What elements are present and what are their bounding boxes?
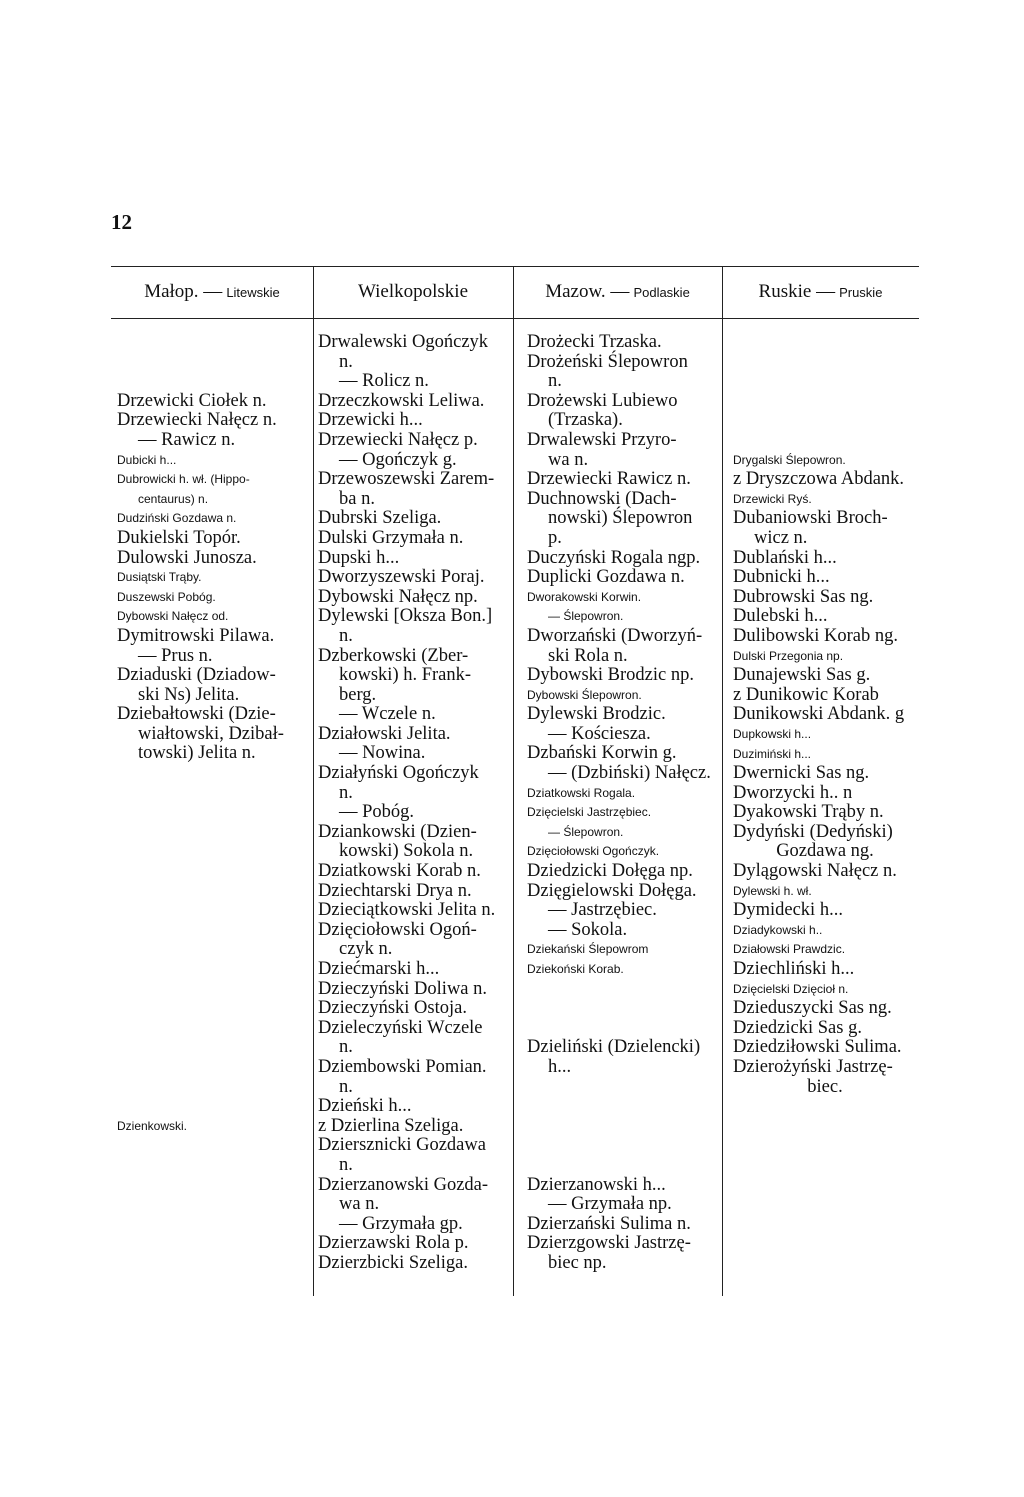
- blank-line: [117, 1038, 311, 1058]
- surname-entry: — Grzymała np.: [548, 1194, 672, 1215]
- surname-entry: Drzewiecki Nałęcz p.: [318, 429, 478, 450]
- blank-line: [117, 823, 311, 843]
- surname-entry: Dubrski Szeliga.: [318, 508, 442, 529]
- surname-entry: Dulowski Junosza.: [117, 547, 257, 568]
- column-header-main: Wielkopolskie: [357, 281, 469, 302]
- surname-entry: — Ślepowron.: [548, 824, 624, 839]
- surname-entry: Dybowski Ślepowron.: [527, 687, 642, 702]
- surname-entry: Dziatkowski Rogala.: [527, 785, 636, 800]
- surname-entry: Dzieduszycki Sas ng.: [733, 998, 892, 1019]
- column-header: [722, 266, 919, 318]
- surname-entry: Dylewski h. wł.: [733, 883, 812, 898]
- surname-entry: Dupkowski h...: [733, 726, 812, 741]
- surname-entry: Dybowski Nałęcz np.: [318, 586, 478, 607]
- surname-entry: Dziedzicki Sas g.: [733, 1017, 862, 1038]
- surname-entry: Dzieciątkowski Jelita n.: [318, 900, 496, 921]
- surname-entry: Dzieński h...: [318, 1096, 412, 1117]
- surname-entry: Dziembowski Pomian.: [318, 1056, 487, 1077]
- surname-entry: Dwernicki Sas ng.: [733, 763, 870, 784]
- surname-entry: — (Dzbiński) Nałęcz.: [548, 763, 711, 784]
- surname-entry: kowski) Sokola n.: [339, 841, 474, 862]
- surname-entry: Drożewski Lubiewo: [527, 390, 678, 411]
- blank-line: [527, 1156, 720, 1176]
- header-rule: [111, 318, 919, 319]
- page-number: 12: [111, 210, 132, 234]
- surname-entry: Dzięcielski Jastrzębiec.: [527, 805, 652, 820]
- surname-entry: Dziedziłowski Sulima.: [733, 1037, 902, 1058]
- surname-entry: Dziedzicki Dołęga np.: [527, 861, 693, 882]
- surname-entry: Dziatkowski Korab n.: [318, 861, 481, 882]
- surname-entry: Dudziński Gozdawa n.: [117, 511, 237, 526]
- surname-entry: Dybowski Brodzic np.: [527, 665, 694, 686]
- surname-entry: Dziadykowski h..: [733, 922, 823, 937]
- surname-entry: Dylewski [Oksza Bon.]: [318, 606, 493, 627]
- surname-entry: Dzieczyński Ostoja.: [318, 998, 467, 1019]
- surname-entry: ba n.: [339, 488, 375, 509]
- surname-entry: p.: [548, 527, 562, 548]
- surname-entry: Dzbański Korwin g.: [527, 743, 677, 764]
- surname-entry: Dzięgielowski Dołęga.: [527, 880, 697, 901]
- surname-entry: Duszewski Pobóg.: [117, 589, 216, 604]
- surname-entry: — Jastrzębiec.: [548, 900, 657, 921]
- surname-entry: Drwalewski Przyro-: [527, 429, 677, 450]
- blank-line: [117, 1078, 311, 1098]
- surname-entry: Działowski Jelita.: [318, 723, 451, 744]
- surname-entry: czyk n.: [339, 939, 393, 960]
- surname-entry: Dubrowski Sas ng.: [733, 586, 874, 607]
- surname-entry: — Rolicz n.: [339, 371, 429, 392]
- surname-entry: Dylewski Brodzic.: [527, 704, 666, 725]
- blank-line: [117, 901, 311, 921]
- blank-line: [117, 842, 311, 862]
- surname-entry: Dworzyszewski Poraj.: [318, 567, 485, 588]
- blank-line: [117, 862, 311, 882]
- surname-entry: towski) Jelita n.: [138, 743, 256, 764]
- surname-entry: Dylągowski Nałęcz n.: [733, 861, 897, 882]
- column-divider: [313, 318, 314, 1296]
- surname-entry: — Ogończyk g.: [339, 449, 457, 470]
- surname-entry: Dupski h...: [318, 547, 400, 568]
- surname-entry: Dziekański Ślepowrom: [527, 942, 649, 957]
- surname-entry: Dyakowski Trąby n.: [733, 802, 884, 823]
- surname-entry: z Dunikowic Korab: [733, 684, 879, 705]
- blank-line: [117, 1019, 311, 1039]
- surname-entry: — Prus n.: [138, 645, 213, 666]
- column-header-main: Ruskie —: [758, 281, 836, 302]
- surname-entry: z Dzierlina Szeliga.: [318, 1115, 464, 1136]
- blank-line: [117, 784, 311, 804]
- column-divider: [513, 318, 514, 1296]
- surname-entry: Dzierzanowski Gozda-: [318, 1174, 489, 1195]
- blank-line: [527, 1117, 720, 1137]
- surname-entry: wa n.: [548, 449, 589, 470]
- surname-entry: n.: [339, 1037, 353, 1058]
- surname-entry: Dworzycki h.. n: [733, 782, 853, 803]
- surname-entry: — Pobóg.: [339, 802, 415, 823]
- column-header-sub: Litewskie: [226, 284, 280, 300]
- surname-entry: wiałtowski, Dzibał-: [138, 723, 284, 744]
- surname-entry: — Kościesza.: [548, 723, 651, 744]
- column-header-main: Małop. —: [144, 281, 223, 302]
- surname-entry: Dzierożyński Jastrzę-: [733, 1057, 893, 1077]
- blank-line: [117, 882, 311, 902]
- surname-entry: Duplicki Gozdawa n.: [527, 567, 685, 588]
- blank-line: [527, 1078, 720, 1098]
- surname-entry: h...: [548, 1056, 572, 1077]
- blank-line: [117, 803, 311, 823]
- blank-line: [117, 999, 311, 1019]
- blank-line: [117, 980, 311, 1000]
- surname-entry: Dzienkowski.: [117, 1118, 188, 1133]
- surname-entry: Drzewiecki Nałęcz n.: [117, 410, 277, 431]
- blank-line: [527, 1136, 720, 1156]
- surname-entry: Drożeński Ślepowron: [527, 351, 688, 372]
- surname-entry: — Rawicz n.: [138, 429, 236, 450]
- blank-line: [117, 940, 311, 960]
- surname-entry: Działyński Ogończyk: [318, 763, 479, 784]
- surname-entry: n.: [339, 625, 353, 646]
- surname-entry: Dubaniowski Broch-: [733, 508, 888, 529]
- surname-entry: Dybowski Nałęcz od.: [117, 609, 229, 624]
- surname-entry: wa n.: [339, 1194, 380, 1215]
- surname-entry: Dublański h...: [733, 547, 837, 568]
- surname-entry: n.: [339, 1076, 353, 1097]
- surname-entry: Dulski Grzymała n.: [318, 527, 464, 548]
- surname-entry: Drzewiecki Rawicz n.: [527, 469, 691, 490]
- blank-line: [527, 1019, 720, 1039]
- surname-entry: Dziankowski (Dzien-: [318, 821, 477, 842]
- column-header: [313, 266, 513, 318]
- surname-entry: Dymidecki h...: [733, 900, 843, 921]
- surname-entry: Dusiątski Trąby.: [117, 570, 202, 585]
- surname-entry: Drzewicki h...: [318, 410, 423, 431]
- surname-entry: kowski) h. Frank-: [339, 665, 472, 686]
- column-header: [111, 266, 313, 318]
- surname-entry: Dulebski h...: [733, 606, 828, 627]
- blank-line: [117, 960, 311, 980]
- column-malop-litewskie: [117, 333, 311, 1136]
- surname-entry: Drzeczkowski Leliwa.: [318, 390, 485, 411]
- surname-entry: centaurus) n.: [138, 491, 209, 506]
- surname-entry: biec.: [807, 1076, 843, 1097]
- column-header-sub: Pruskie: [839, 284, 883, 300]
- surname-entry: Dzieleczyński Wczele: [318, 1017, 483, 1038]
- blank-line: [117, 764, 311, 784]
- surname-entry: Dziebałtowski (Dzie-: [117, 704, 276, 725]
- surname-entry: Dzierzański Sulima n.: [527, 1213, 691, 1234]
- surname-entry: Gozdawa ng.: [776, 841, 874, 862]
- blank-line: [527, 1097, 720, 1117]
- column-header: [513, 266, 722, 318]
- surname-entry: Działowski Prawdzic.: [733, 942, 846, 957]
- surname-entry: Drzewoszewski Zarem-: [318, 469, 495, 490]
- surname-entry: (Trzaska).: [548, 410, 623, 431]
- surname-entry: Dzierzawski Rola p.: [318, 1233, 469, 1254]
- surname-entry: Dziećmarski h...: [318, 959, 440, 979]
- surname-entry: biec np.: [548, 1252, 607, 1273]
- column-header-sub: Podlaskie: [633, 284, 690, 300]
- column-wielkopolskie: [318, 333, 511, 1274]
- surname-entry: nowski) Ślepowron: [548, 508, 693, 529]
- surname-entry: Dunikowski Abdank. g: [733, 704, 905, 725]
- surname-entry: Duzimiński h...: [733, 746, 812, 761]
- blank-line: [117, 921, 311, 941]
- surname-entry: Dzierzanowski h...: [527, 1174, 666, 1195]
- surname-entry: n.: [339, 782, 353, 803]
- surname-entry: Drwalewski Ogończyk: [318, 332, 489, 352]
- surname-entry: Dziersznicki Gozdawa: [318, 1135, 486, 1156]
- surname-entry: Drożecki Trzaska.: [527, 332, 662, 352]
- surname-entry: — Sokola.: [548, 919, 628, 940]
- blank-line: [117, 1058, 311, 1078]
- surname-entry: — Wczele n.: [339, 704, 436, 725]
- surname-entry: Duchnowski (Dach-: [527, 488, 677, 509]
- column-ruskie-pruskie: [733, 333, 917, 1097]
- surname-entry: — Grzymała gp.: [339, 1213, 463, 1234]
- surname-entry: — Ślepowron.: [548, 609, 624, 624]
- surname-entry: ski Ns) Jelita.: [138, 684, 240, 705]
- surname-entry: Dydyński (Dedyński): [733, 821, 893, 842]
- surname-entry: Dworzański (Dworzyń-: [527, 625, 703, 646]
- surname-entry: n.: [339, 351, 353, 372]
- surname-entry: n.: [339, 1154, 353, 1175]
- surname-entry: z Dryszczowa Abdank.: [733, 469, 905, 490]
- surname-entry: Dziekoński Korab.: [527, 962, 624, 976]
- blank-line: [117, 1097, 311, 1117]
- surname-entry: Dzieliński (Dzielencki): [527, 1037, 701, 1058]
- blank-line: [527, 980, 720, 1000]
- surname-entry: Drygalski Ślepowron.: [733, 452, 846, 467]
- column-header-main: Mazow. —: [545, 281, 630, 302]
- surname-entry: Drzewicki Ciołek n.: [117, 390, 267, 411]
- surname-entry: Dubrowicki h. wł. (Hippo-: [117, 472, 250, 487]
- surname-entry: — Nowina.: [339, 743, 426, 764]
- surname-entry: Dworakowski Korwin.: [527, 589, 642, 604]
- surname-entry: Drzewicki Ryś.: [733, 491, 812, 506]
- surname-entry: Dziaduski (Dziadow-: [117, 665, 276, 686]
- surname-entry: Dzięciołowski Ogończyk.: [527, 844, 660, 859]
- surname-entry: Dziechtarski Drya n.: [318, 880, 472, 901]
- surname-entry: wicz n.: [754, 527, 808, 548]
- surname-entry: Dunajewski Sas g.: [733, 665, 871, 686]
- surname-entry: Dzierzbicki Szeliga.: [318, 1252, 468, 1273]
- surname-entry: Dzierzgowski Jastrzę-: [527, 1233, 691, 1254]
- surname-entry: Dzięcielski Dzięcioł n.: [733, 981, 849, 996]
- surname-entry: Dzieczyński Doliwa n.: [318, 978, 488, 999]
- surname-entry: n.: [548, 371, 562, 392]
- surname-entry: berg.: [339, 684, 377, 705]
- surname-entry: Dukielski Topór.: [117, 527, 241, 548]
- surname-entry: Dubnicki h...: [733, 567, 830, 588]
- surname-entry: Dubicki h...: [117, 452, 177, 467]
- surname-entry: Dziechliński h...: [733, 959, 855, 980]
- surname-entry: Dzięciołowski Ogoń-: [318, 919, 477, 940]
- surname-entry: Dulski Przegonia np.: [733, 648, 844, 663]
- surname-entry: Dymitrowski Pilawa.: [117, 625, 275, 646]
- surname-entry: Duczyński Rogala ngp.: [527, 547, 701, 568]
- surname-entry: ski Rola n.: [548, 645, 628, 666]
- surname-entry: Dulibowski Korab ng.: [733, 625, 898, 646]
- column-mazow-podlaskie: [527, 333, 720, 1274]
- column-divider: [722, 318, 723, 1296]
- blank-line: [527, 999, 720, 1019]
- surname-entry: Dzberkowski (Zber-: [318, 645, 469, 666]
